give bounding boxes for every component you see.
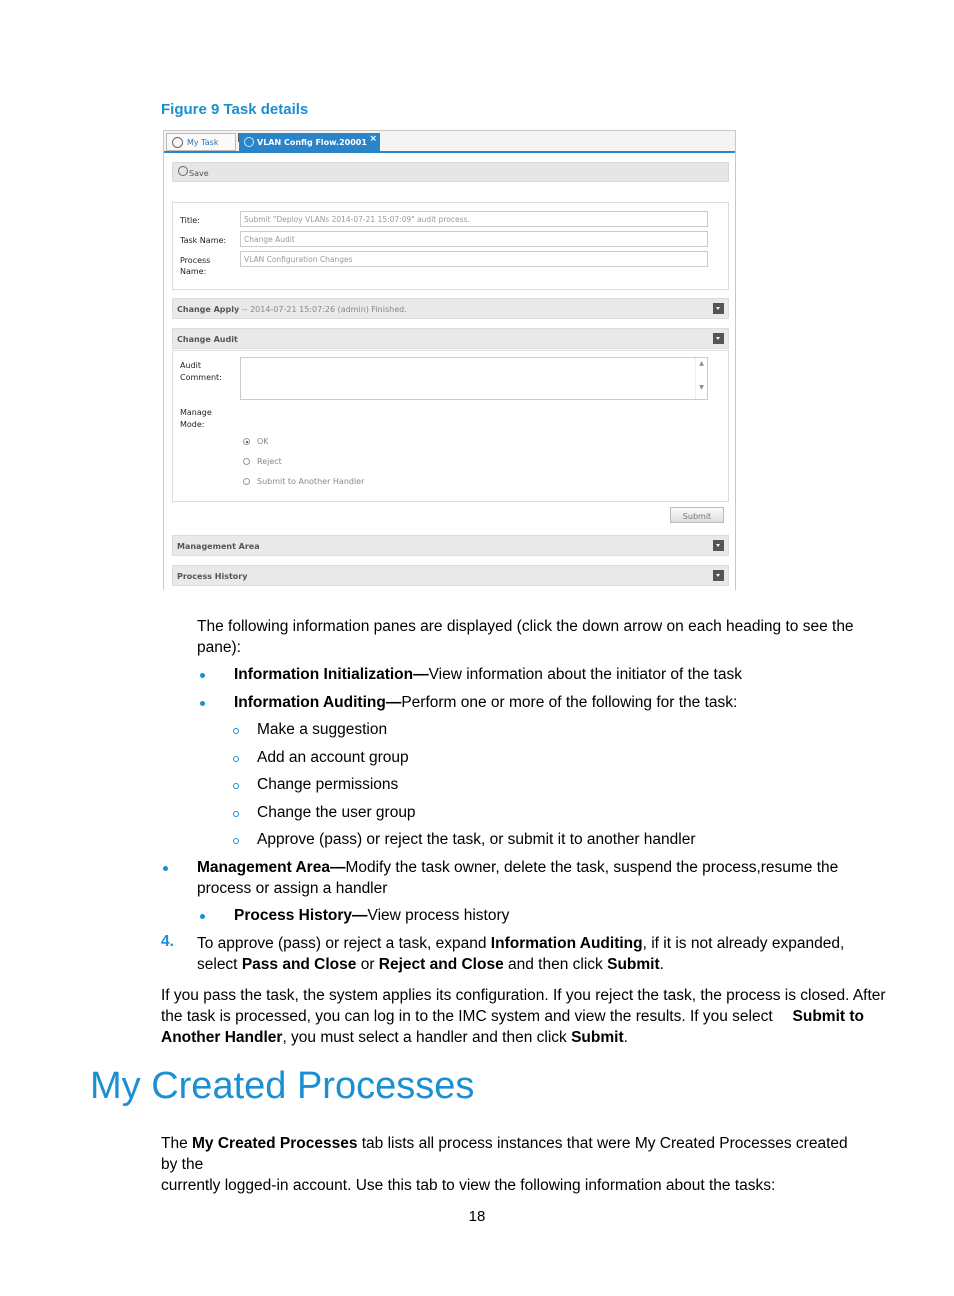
bullet-title: Information Initialization— (234, 666, 429, 683)
section-management-area[interactable] (172, 535, 729, 556)
para-line-2: currently logged-in account. Use this tab to view the following information about the tasks: (161, 1177, 776, 1194)
submit-button[interactable]: Submit (670, 507, 724, 523)
intro-line-2: pane): (197, 639, 241, 656)
para-bold: My Created Processes (192, 1135, 358, 1152)
sub-item: Make a suggestion (257, 721, 388, 738)
step-bold: Reject and Close (378, 956, 504, 973)
result-bold: Submit to (792, 1008, 864, 1025)
radio-selected-icon[interactable] (243, 438, 250, 445)
section-process-history-label: Process History (177, 572, 248, 581)
result-text: . (623, 1029, 628, 1046)
toolbar (172, 162, 729, 182)
section-heading: My Created Processes (90, 1065, 475, 1107)
bullet-icon (200, 701, 205, 706)
result-text: , you must select a handler and then click (282, 1029, 572, 1046)
intro-paragraph (197, 616, 867, 658)
tab-my-task[interactable] (166, 133, 236, 151)
step-text: or (356, 956, 379, 973)
radio-icon[interactable] (243, 478, 250, 485)
save-button[interactable]: Save (189, 169, 209, 178)
section-change-apply-label: Change Apply (177, 305, 240, 314)
close-icon[interactable]: × (369, 134, 377, 144)
step-text: select (197, 956, 242, 973)
chevron-down-icon[interactable] (713, 570, 724, 581)
bullet-text: Modify the task owner, delete the task, suspend the process,resume the (345, 859, 839, 876)
process-name-field[interactable]: VLAN Configuration Changes (240, 251, 708, 267)
manage-mode-label-2: Mode: (180, 420, 205, 429)
section-change-audit-label: Change Audit (177, 335, 238, 344)
bullet-text: Perform one or more of the following for the task: (401, 694, 738, 711)
chevron-down-icon[interactable] (713, 333, 724, 344)
result-paragraph (161, 985, 886, 1048)
para-text: The (161, 1135, 193, 1152)
bullet-text-line-2: process or assign a handler (197, 880, 388, 897)
result-text: the task is processed, you can log in to the IMC system and view the results. If you select (161, 1008, 773, 1025)
process-name-label-2: Name: (180, 267, 207, 276)
result-line-1: If you pass the task, the system applies its configuration. If you reject the task, the process is closed. After (161, 987, 886, 1004)
audit-comment-label-2: Comment: (180, 373, 222, 382)
task-name-field[interactable]: Change Audit (240, 231, 708, 247)
result-line-2 (161, 1006, 864, 1027)
bullet-title: Process History— (234, 907, 368, 924)
manage-mode-label-1: Manage (180, 408, 212, 417)
my-created-processes-paragraph (161, 1133, 864, 1196)
bullet-icon (200, 673, 205, 678)
step-bold: Information Auditing (490, 935, 643, 952)
radio-reject-label: Reject (257, 457, 282, 466)
section-change-apply[interactable] (172, 298, 729, 319)
sub-item: Change permissions (257, 776, 399, 793)
step-text: . (659, 956, 664, 973)
page-number: 18 (468, 1208, 486, 1225)
save-icon[interactable] (178, 166, 188, 176)
hollow-bullet-icon (233, 811, 239, 817)
result-bold: Another Handler (161, 1029, 283, 1046)
bullet-text: View process history (367, 907, 510, 924)
hollow-bullet-icon (233, 838, 239, 844)
sub-item: Change the user group (257, 804, 416, 821)
audit-comment-input[interactable] (240, 357, 708, 400)
tab-my-task-label: My Task (187, 138, 219, 147)
step-text: , if it is not already expanded, (642, 935, 845, 952)
result-bold: Submit (571, 1029, 624, 1046)
step-bold: Pass and Close (241, 956, 357, 973)
step-number: 4. (161, 933, 174, 950)
audit-comment-label-1: Audit (180, 361, 201, 370)
step-text: and then click (503, 956, 608, 973)
step-4-paragraph (197, 933, 867, 975)
bullet-text: View information about the initiator of the task (428, 666, 742, 683)
bullet-information-initialization (234, 664, 742, 685)
bullet-title: Information Auditing— (234, 694, 402, 711)
task-info-form (172, 202, 729, 290)
bullet-title: Management Area— (197, 859, 346, 876)
change-audit-panel (172, 350, 729, 502)
bullet-icon (163, 866, 168, 871)
clock-icon (172, 137, 183, 148)
bullet-information-auditing (234, 692, 737, 713)
title-field[interactable]: Submit "Deploy VLANs 2014-07-21 15:07:09" audit process. (240, 211, 708, 227)
step-bold: Submit (607, 956, 660, 973)
task-details-screenshot (163, 130, 736, 590)
para-text: tab lists all process instances that were My Created Processes created by the (161, 1135, 848, 1173)
radio-submit-to-another-handler-label: Submit to Another Handler (257, 477, 365, 486)
section-change-audit[interactable] (172, 328, 729, 349)
section-process-history[interactable] (172, 565, 729, 586)
radio-submit-to-another-handler[interactable] (243, 477, 364, 486)
sub-item: Approve (pass) or reject the task, or submit it to another handler (257, 831, 696, 848)
step-text: To approve (pass) or reject a task, expand (197, 935, 491, 952)
section-management-area-label: Management Area (177, 542, 260, 551)
radio-reject[interactable] (243, 457, 282, 466)
hollow-bullet-icon (233, 756, 239, 762)
tab-vlan-config-flow[interactable] (239, 133, 380, 153)
bullet-process-history (234, 905, 509, 926)
bullet-management-area (197, 857, 867, 899)
tab-vlan-config-flow-label: VLAN Config Flow.20001 (257, 138, 367, 147)
radio-ok[interactable] (243, 437, 269, 446)
title-label: Title: (180, 216, 200, 225)
figure-caption: Figure 9 Task details (161, 101, 309, 118)
chevron-down-icon[interactable] (713, 303, 724, 314)
radio-icon[interactable] (243, 458, 250, 465)
process-name-label-1: Process (180, 256, 211, 265)
hollow-bullet-icon (233, 783, 239, 789)
flow-icon (244, 137, 254, 147)
section-change-apply-detail: -- 2014-07-21 15:07:26 (admin) Finished. (239, 305, 407, 314)
scrollbar[interactable]: ▲ ▼ (695, 358, 707, 399)
task-name-label: Task Name: (180, 236, 227, 245)
tab-bar (164, 131, 735, 153)
radio-ok-label: OK (257, 437, 269, 446)
hollow-bullet-icon (233, 728, 239, 734)
sub-item: Add an account group (257, 749, 409, 766)
bullet-icon (200, 914, 205, 919)
intro-line-1: The following information panes are displayed (click the down arrow on each heading to see the (197, 618, 854, 635)
chevron-down-icon[interactable] (713, 540, 724, 551)
